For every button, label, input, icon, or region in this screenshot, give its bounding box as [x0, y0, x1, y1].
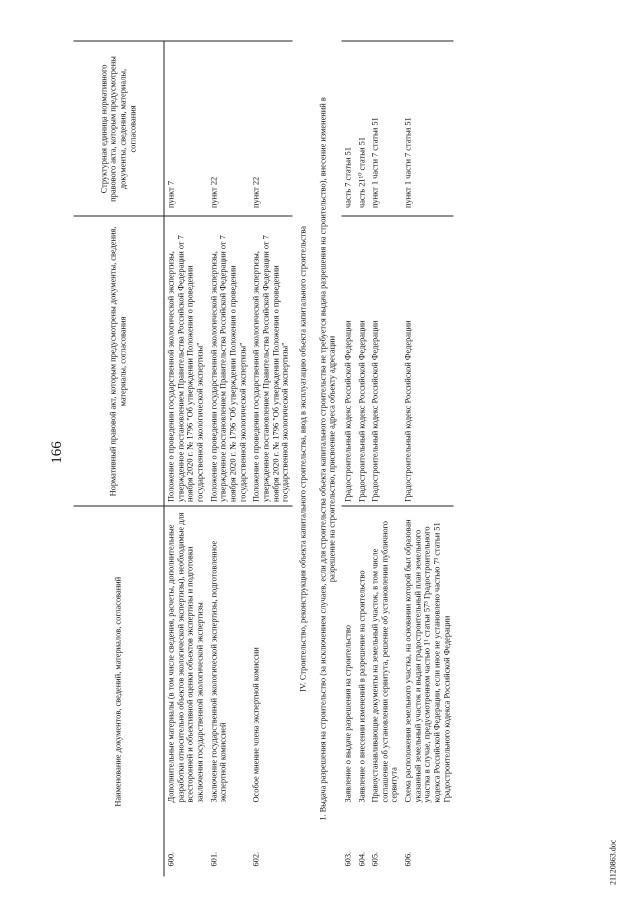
header-normative-act: Нормативный правовой акт, которым предусмотрены документы, сведения, материалы, согласования — [74, 216, 165, 506]
table-row — [164, 41, 207, 876]
table-row — [369, 41, 402, 876]
normative-act: Градостроительный кодекс Российской Федерации — [369, 216, 402, 506]
document-name: Заявление о внесении изменений в разрешение на строительство — [357, 569, 366, 802]
row-number: 605. — [370, 851, 380, 866]
normative-act: Положение о проведении государственной экологической экспертизы, утвержденное постановлением Правительства Российской Федерации от 7 ноября 2020 г. № 1796 "Об утверждении Положения о проведении государственной экологической экспертизы" — [164, 216, 207, 506]
header-documents: Наименование документов, сведений, материалов, согласований — [74, 506, 165, 876]
row-number: 600. — [166, 851, 176, 866]
normative-act: Градостроительный кодекс Российской Федерации — [341, 216, 355, 506]
section-title: IV. Строительство, реконструкция объекта капитального строительства, ввод в эксплуатацию объекта капитального строительства — [298, 225, 308, 692]
document-name: Заявление о выдаче разрешения на строительство — [343, 624, 353, 802]
structural-unit: пункт 22 — [207, 41, 250, 216]
document-name: Заключение государственной экологической экспертизы, подготовленное экспертной комиссией — [209, 540, 228, 802]
document-name: Правоустанавливающие документы на земельный участок, в том числе соглашение об установлении сервитута, решение об установлении публичного сервитута — [370, 520, 399, 802]
document-name: Схема расположения земельного участка, на основании которой был образован указанный земельный участок и выдан градостроительный план земельного участка в случае, предусмотренном частью 1¹ статьи 57³ Градостроительного кодекса Российской Федерации, если иное не установлено частью 7³ статьи 51 Градостроительного кодекса Российской Федерации — [403, 518, 452, 802]
section-row — [292, 41, 314, 876]
document-name: Особое мнение члена экспертной комиссии — [251, 646, 261, 802]
structural-unit: пункт 1 части 7 статьи 51 — [369, 41, 402, 216]
document-name: Дополнительные материалы (в том числе сведения, расчеты, дополнительные разработки относительно объектов экологической экспертизы), необходимые для всесторонней и объективной оценки объектов экспертизы и подготовки заключения государственной экологической экспертизы — [166, 511, 205, 802]
structural-unit: пункт 22 — [250, 41, 293, 216]
page-number: 166 — [48, 441, 65, 464]
normative-act: Градостроительный кодекс Российской Федерации — [355, 216, 369, 506]
documents-table — [74, 41, 454, 877]
row-number: 601. — [209, 851, 219, 866]
subsection-title: 1. Выдача разрешения на строительство (за исключением случаев, если для строительства объекта капитального строительства не требуется выдача разрешения на строительство), внесение изменений в разрешение на строительство, присвоение адреса объекту адресации — [318, 96, 337, 821]
structural-unit: пункт 1 части 7 статьи 51 — [402, 41, 454, 216]
normative-act: Положение о проведении государственной экологической экспертизы, утвержденное постановлением Правительства Российской Федерации от 7 ноября 2020 г. № 1796 "Об утверждении Положения о проведении государственной экологической экспертизы" — [207, 216, 250, 506]
table-row — [250, 41, 293, 876]
rotated-table-page — [74, 41, 579, 876]
table-body-construction — [341, 41, 454, 876]
table-row — [355, 41, 369, 876]
row-number: 603. — [343, 851, 353, 866]
normative-act: Положение о проведении государственной экологической экспертизы, утвержденное постановлением Правительства Российской Федерации от 7 ноября 2020 г. № 1796 "Об утверждении Положения о проведении государственной экологической экспертизы" — [250, 216, 293, 506]
table-body-environmental — [164, 41, 292, 876]
structural-unit: часть 21¹⁰ статьи 51 — [355, 41, 369, 216]
structural-unit: пункт 7 — [164, 41, 207, 216]
row-number: 602. — [251, 851, 261, 866]
document-file-id: 21120863.doc — [608, 839, 618, 885]
structural-unit: часть 7 статьи 51 — [341, 41, 355, 216]
table-header-row — [74, 41, 165, 876]
header-structural-unit: Структурная единица нормативного правового акта, которым предусмотрены документы, сведения, материалы, согласования — [74, 41, 165, 216]
normative-act: Градостроительный кодекс Российской Федерации — [402, 216, 454, 506]
table-row — [402, 41, 454, 876]
subsection-row — [314, 41, 341, 876]
row-number: 606. — [403, 851, 413, 866]
table-row — [341, 41, 355, 876]
table-row — [207, 41, 250, 876]
row-number: 604. — [357, 851, 366, 866]
